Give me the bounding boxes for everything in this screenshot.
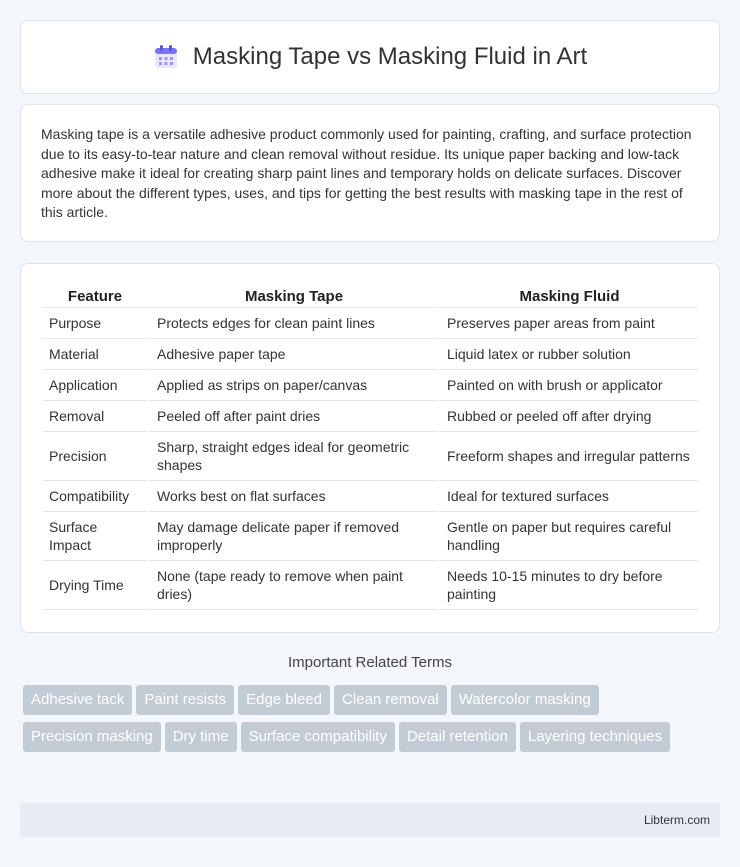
tag-surface-compatibility[interactable]: Surface compatibility bbox=[241, 722, 395, 752]
table-row bbox=[43, 308, 698, 339]
tape-cell: Works best on flat surfaces bbox=[147, 481, 437, 512]
tape-cell: Adhesive paper tape bbox=[147, 339, 437, 370]
intro-text: Masking tape is a versatile adhesive product commonly used for painting, crafting, and surface protection due to its easy-to-tear nature and clean removal without residue. Its unique paper backing and low-tack adhesive make it ideal for creating sharp paint lines and temporary holds on delicate surfaces. Discover more about the different types, uses, and tips for getting the best results with masking tape in the rest of this article. bbox=[41, 126, 692, 221]
feature-cell: Material bbox=[43, 339, 147, 370]
fluid-cell: Rubbed or peeled off after drying bbox=[437, 401, 698, 432]
tag-precision-masking[interactable]: Precision masking bbox=[23, 722, 161, 752]
page-title: Masking Tape vs Masking Fluid in Art bbox=[192, 43, 588, 70]
table-row bbox=[43, 432, 698, 481]
table-row bbox=[43, 339, 698, 370]
intro-card bbox=[20, 104, 720, 242]
fluid-cell: Gentle on paper but requires careful handling bbox=[437, 512, 698, 561]
header-feature: Feature bbox=[43, 286, 147, 308]
feature-cell: Compatibility bbox=[43, 481, 147, 512]
fluid-cell: Freeform shapes and irregular patterns bbox=[437, 432, 698, 481]
feature-cell: Application bbox=[43, 370, 147, 401]
fluid-cell: Needs 10-15 minutes to dry before painting bbox=[437, 561, 698, 610]
feature-cell: Purpose bbox=[43, 308, 147, 339]
fluid-cell: Liquid latex or rubber solution bbox=[437, 339, 698, 370]
fluid-cell: Painted on with brush or applicator bbox=[437, 370, 698, 401]
calendar-icon bbox=[153, 44, 179, 70]
fluid-cell: Ideal for textured surfaces bbox=[437, 481, 698, 512]
table-row bbox=[43, 370, 698, 401]
tag-adhesive-tack[interactable]: Adhesive tack bbox=[23, 685, 132, 715]
tag-dry-time[interactable]: Dry time bbox=[165, 722, 237, 752]
tape-cell: Peeled off after paint dries bbox=[147, 401, 437, 432]
tag-watercolor-masking[interactable]: Watercolor masking bbox=[451, 685, 599, 715]
footer-site-link[interactable]: Libterm.com bbox=[643, 813, 710, 827]
related-terms-heading: Important Related Terms bbox=[288, 654, 452, 671]
fluid-cell: Preserves paper areas from paint bbox=[437, 308, 698, 339]
comparison-table bbox=[43, 286, 698, 610]
tag-clean-removal[interactable]: Clean removal bbox=[334, 685, 447, 715]
tape-cell: Sharp, straight edges ideal for geometric shapes bbox=[147, 432, 437, 481]
tape-cell: May damage delicate paper if removed improperly bbox=[147, 512, 437, 561]
table-row bbox=[43, 561, 698, 610]
table-row bbox=[43, 512, 698, 561]
table-row bbox=[43, 401, 698, 432]
header-masking-fluid: Masking Fluid bbox=[437, 286, 698, 308]
header-masking-tape: Masking Tape bbox=[147, 286, 437, 308]
tag-paint-resists[interactable]: Paint resists bbox=[136, 685, 234, 715]
related-terms-list bbox=[23, 685, 723, 759]
tag-layering-techniques[interactable]: Layering techniques bbox=[520, 722, 670, 752]
comparison-card bbox=[20, 263, 720, 633]
tape-cell: Protects edges for clean paint lines bbox=[147, 308, 437, 339]
feature-cell: Drying Time bbox=[43, 561, 147, 610]
tag-edge-bleed[interactable]: Edge bleed bbox=[238, 685, 330, 715]
footer bbox=[20, 803, 720, 837]
feature-cell: Removal bbox=[43, 401, 147, 432]
tag-detail-retention[interactable]: Detail retention bbox=[399, 722, 516, 752]
tape-cell: Applied as strips on paper/canvas bbox=[147, 370, 437, 401]
feature-cell: Precision bbox=[43, 432, 147, 481]
tape-cell: None (tape ready to remove when paint dries) bbox=[147, 561, 437, 610]
table-row bbox=[43, 481, 698, 512]
title-card bbox=[20, 20, 720, 94]
feature-cell: Surface Impact bbox=[43, 512, 147, 561]
